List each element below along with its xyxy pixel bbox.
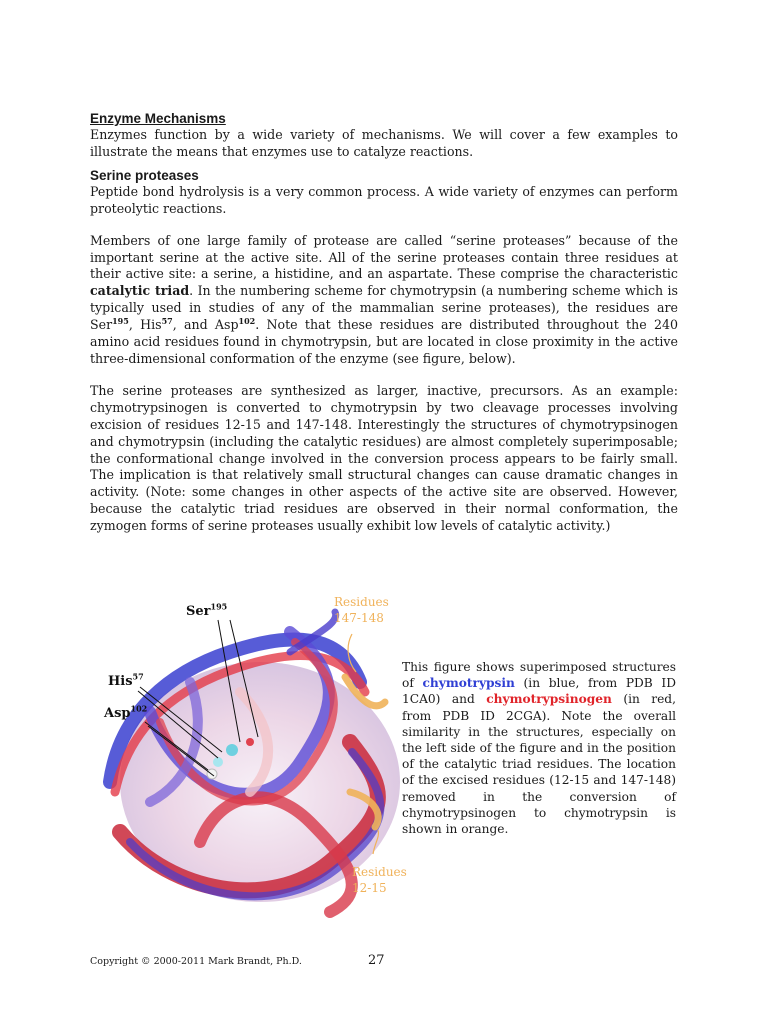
p2-sup-ser: 195 <box>112 315 129 326</box>
p2-text-c: , His <box>128 317 162 333</box>
p2-text-e: . Note that these residues are distributed throughout the 240 amino acid residues found in chymotrypsin, but are located in close proximity in the active three-dimensional conformation of the enzyme (see figure, below). <box>90 317 678 366</box>
caption-text-c: (in red, from PDB ID 2CGA). Note the overall similarity in the structures, especially on the left side of the figure and in the position of the catalytic triad residues. The location of the excised residues (12-15 and 147-148) removed in the conversion of chymotrypsinogen to chymotrypsin is shown in orange. <box>402 692 676 837</box>
paragraph-2 <box>90 233 678 368</box>
caption-text-a: This figure shows superimposed structures of <box>402 660 676 691</box>
paragraph-3: The serine proteases are synthesized as larger, inactive, precursors. As an example: chymotrypsinogen is converted to chymotrypsin by two cleavage processes involving excision of residues 12-15 and 147-148. Interestingly the structures of chymotrypsinogen and chymotrypsin (including the catalytic residues) are almost completely superimposable; the conformational change involved in the conversion process appears to be fairly small. The implication is that relatively small structural changes can cause dramatic changes in activity. (Note: some changes in other aspects of the active site are observed. However, because the catalytic triad residues are observed in their normal conformation, the zymogen forms of serine proteases usually exhibit low levels of catalytic activity.) <box>90 382 678 534</box>
copyright-footer: Copyright © 2000-2011 Mark Brandt, Ph.D. <box>90 956 302 967</box>
section-title: Enzyme Mechanisms <box>90 111 226 126</box>
caption-chymotrypsin: chymotrypsin <box>422 676 515 691</box>
p2-text-b: . In the numbering scheme for chymotrypsin (a numbering scheme which is typically used in studies of any of the mammalian serine proteases), the residues are Ser <box>90 283 678 333</box>
p2-text-a: Members of one large family of protease are called “serine proteases” because of the important serine at the active site. All of the serine proteases contain three residues at their active site: a serine, a histidine, and an aspartate. These comprise the characteristic <box>90 232 678 282</box>
caption-text-b: (in blue, from PDB ID 1CA0) and <box>402 676 676 707</box>
catalytic-triad-term: catalytic triad <box>90 283 190 299</box>
p2-sup-asp: 102 <box>238 315 256 326</box>
p2-text-d: , and Asp <box>172 317 239 333</box>
residues-147-148-label: Residues 147-148 <box>334 595 389 625</box>
asp-label: Asp$^{102}$ <box>104 703 148 721</box>
page-number: 27 <box>368 953 385 968</box>
protein-figure <box>90 592 678 932</box>
caption-chymotrypsinogen: chymotrypsinogen <box>486 692 612 707</box>
page-body <box>90 110 678 535</box>
intro-paragraph: Enzymes function by a wide variety of mechanisms. We will cover a few examples to illustrate the means that enzymes use to catalyze reactions. <box>90 127 678 159</box>
p2-sup-his: 57 <box>161 315 173 326</box>
figure-caption <box>402 659 676 837</box>
ser-label: Ser$^{195}$ <box>186 601 228 619</box>
subsection-title: Serine proteases <box>90 167 199 183</box>
paragraph-1: Peptide bond hydrolysis is a very common process. A wide variety of enzymes can perform proteolytic reactions. <box>90 183 678 216</box>
residues-12-15-label: Residues 12-15 <box>352 865 407 895</box>
his-label: His$^{57}$ <box>108 671 144 689</box>
